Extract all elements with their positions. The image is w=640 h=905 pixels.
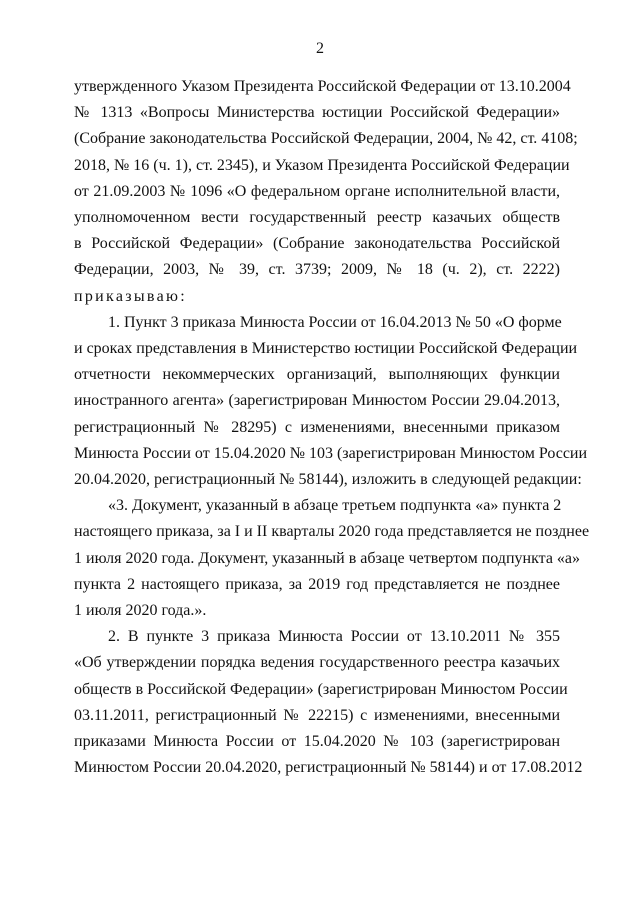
text-line: 1 июля 2020 года. Документ, указанный в абзаце четвертом подпункта «а»: [74, 549, 581, 567]
text-line: иностранного агента» (зарегистрирован Минюстом России 29.04.2013,: [74, 392, 560, 410]
text-line: «Об утверждении порядка ведения государственного реестра казачьих: [74, 654, 560, 672]
text-line: настоящего приказа, за I и II кварталы 2020 года представляется не позднее: [74, 523, 590, 541]
text-line: и сроках представления в Министерство юстиции Российской Федерации: [74, 340, 578, 358]
text-line: утвержденного Указом Президента Российской Федерации от 13.10.2004: [74, 78, 571, 95]
document-body: [74, 74, 590, 781]
paragraph-intro: [74, 74, 578, 310]
text-line: 2018, № 16 (ч. 1), ст. 2345), и Указом Президента Российской Федерации: [74, 156, 570, 174]
text-line: 1 июля 2020 года.».: [74, 602, 207, 620]
text-line: от 21.09.2003 № 1096 «О федеральном органе исполнительной власти,: [74, 182, 560, 200]
text-line: (Собрание законодательства Российской Федерации, 2004, № 42, ст. 4108;: [74, 130, 578, 148]
text-line: Федерации, 2003, № 39, ст. 3739; 2009, № 18 (ч. 2), ст. 2222): [74, 261, 560, 279]
text-line: регистрационный № 28295) с изменениями, внесенными приказом: [74, 418, 560, 436]
text-line: № 1313 «Вопросы Министерства юстиции Российской Федерации»: [74, 104, 560, 122]
paragraph-item-2: [74, 624, 583, 781]
text-line: пункта 2 настоящего приказа, за 2019 год представляется не позднее: [74, 575, 560, 593]
text-line: 03.11.2011, регистрационный № 22215) с изменениями, внесенными: [74, 706, 560, 724]
paragraph-quote: [74, 493, 590, 624]
page-number: 2: [316, 40, 324, 57]
text-line: в Российской Федерации» (Собрание законодательства Российской: [74, 235, 560, 253]
text-line: Минюста России от 15.04.2020 № 103 (зарегистрирован Минюстом России: [74, 444, 588, 462]
text-line: «3. Документ, указанный в абзаце третьем подпункта «а» пункта 2: [108, 497, 562, 515]
text-line: 20.04.2020, регистрационный № 58144), изложить в следующей редакции:: [74, 471, 582, 489]
text-line: приказываю:: [74, 287, 187, 305]
text-line: обществ в Российской Федерации» (зарегистрирован Минюстом России: [74, 680, 568, 698]
text-line: Минюстом России 20.04.2020, регистрационный № 58144) и от 17.08.2012: [74, 759, 583, 777]
paragraph-item-1: [74, 310, 588, 493]
text-line: 2. В пункте 3 приказа Минюста России от 13.10.2011 № 355: [108, 628, 560, 646]
text-line: 1. Пункт 3 приказа Минюста России от 16.04.2013 № 50 «О форме: [108, 313, 562, 331]
text-line: уполномоченном вести государственный реестр казачьих обществ: [74, 209, 560, 227]
text-line: отчетности некоммерческих организаций, выполняющих функции: [74, 366, 560, 384]
text-line: приказами Минюста России от 15.04.2020 № 103 (зарегистрирован: [74, 733, 560, 751]
